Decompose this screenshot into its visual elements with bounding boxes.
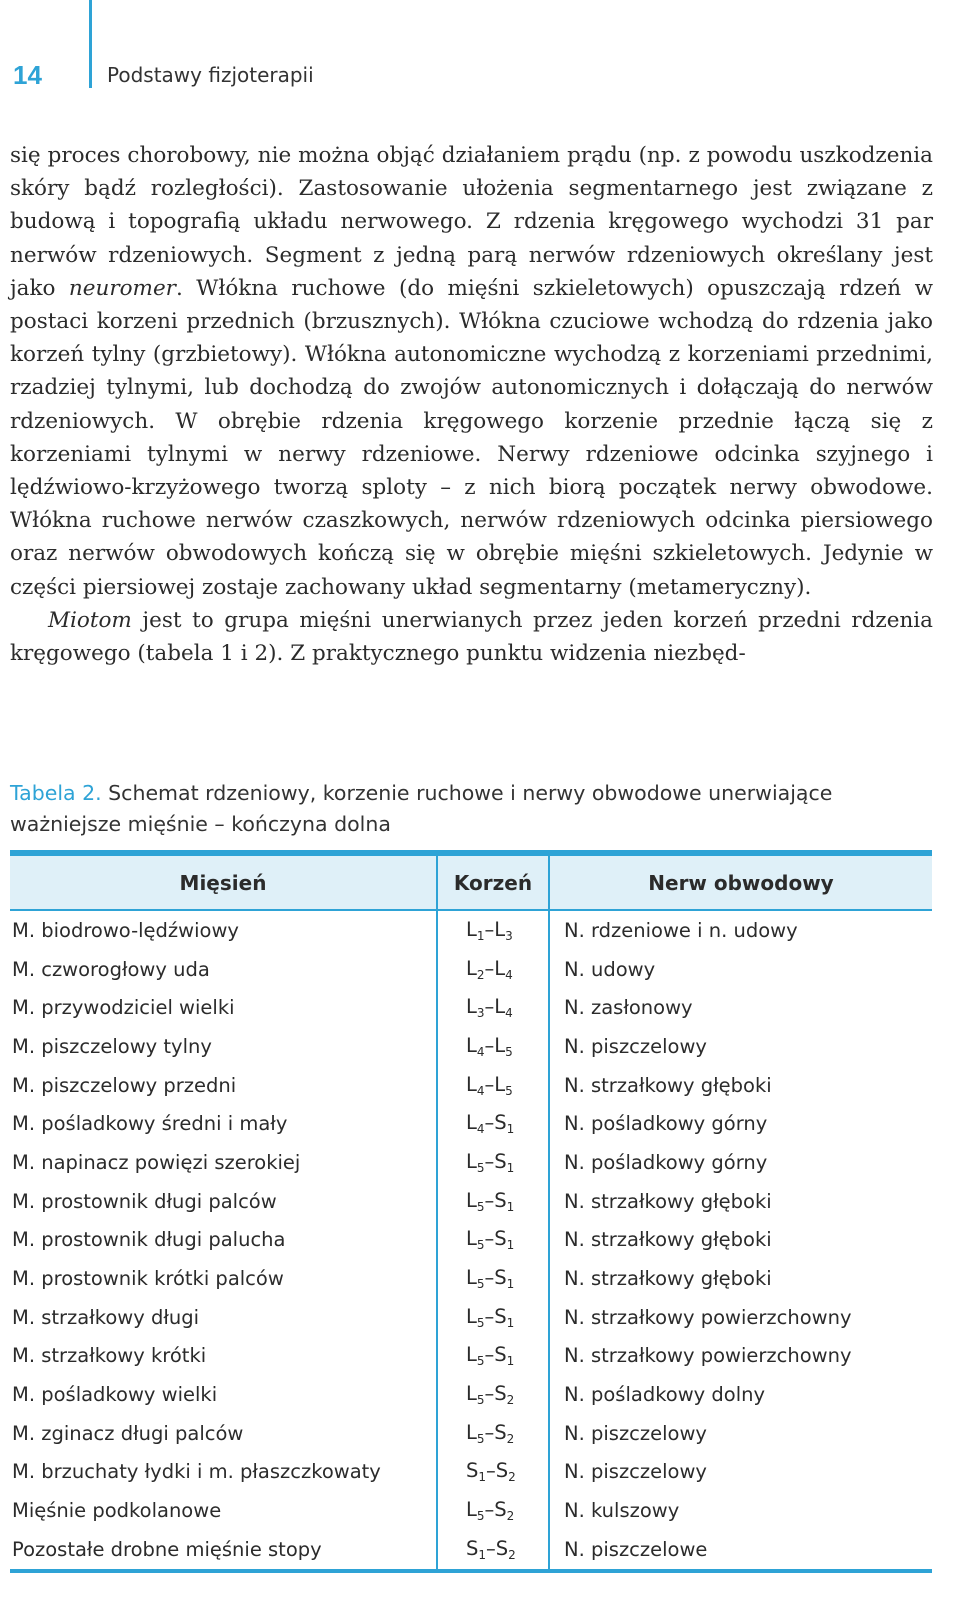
cell-root: $L_4-S_1$ [437,1104,549,1143]
cell-nerve: N. pośladkowy górny [564,1112,768,1136]
cell-nerve: N. pośladkowy dolny [564,1383,766,1407]
cell-muscle: M. prostownik krótki palców [12,1267,284,1291]
table-header-row [10,853,932,910]
cell-root: $L_3-L_4$ [437,988,549,1027]
paragraph-1: się proces chorobowy, nie można objąć działaniem prądu (np. z powodu uszkodzenia skóry bądź rozległości). Zastosowanie ułożenia segmentarnego jest związane z budową i topografią układu nerwowego. Z rdzenia kręgowego wychodzi 31 par nerwów rdzeniowych. Segment z jedną parą nerwów rdzeniowych określany jest jako neuromer. Włókna ruchowe (do mięśni szkieletowych) opuszczają rdzeń w postaci korzeni przednich (brzusznych). Włókna czuciowe wchodzą do rdzenia jako korzeń tylny (grzbietowy). Włókna autonomiczne wychodzą z korzeniami przednimi, rzadziej tylnymi, lub dochodzą do zwojów autonomicznych i dołączają do nerwów rdzeniowych. W obrębie rdzenia kręgowego korzenie przednie łączą się z korzeniami tylnymi w nerwy rdzeniowe. Nerwy rdzeniowe odcinka szyjnego i lędźwiowo-krzyżowego tworzą sploty – z nich biorą początek nerwy obwodowe. Włókna ruchowe nerwów czaszkowych, nerwów rdzeniowych odcinka piersiowego oraz nerwów obwodowych kończą się w obrębie mięśni szkieletowych. Jedynie w części piersiowej zostaje zachowany układ segmentarny (metameryczny). [10,143,934,600]
cell-nerve: N. piszczelowy [564,1460,707,1484]
cell-root: $L_1-L_3$ [437,910,549,950]
table-row [10,1027,932,1066]
table-row [10,1221,932,1260]
table-row [10,1182,932,1221]
cell-root: $L_5-S_1$ [437,1259,549,1298]
cell-root: $L_5-S_1$ [437,1143,549,1182]
table-row [10,1530,932,1571]
table-body [10,910,932,1571]
cell-root: $L_5-S_2$ [437,1414,549,1453]
cell-nerve: N. zasłonowy [564,996,693,1020]
cell-muscle: M. strzałkowy krótki [12,1344,207,1368]
cell-muscle: M. napinacz powięzi szerokiej [12,1150,301,1174]
table-row [10,950,932,989]
header-root: Korzeń [437,853,549,910]
term-miotom: Miotom [48,607,132,633]
table-row [10,1143,932,1182]
caption-text: Schemat rdzeniowy, korzenie ruchowe i nerwy obwodowe unerwiające ważniejsze mięśnie – kończyna dolna [10,781,833,836]
table-row [10,1104,932,1143]
header-muscle: Mięsień [10,853,437,910]
cell-muscle: M. zginacz długi palców [12,1421,244,1445]
header-divider [89,0,92,88]
caption-label: Tabela 2. [10,781,102,805]
cell-root: $S_1-S_2$ [437,1453,549,1492]
cell-nerve: N. piszczelowy [564,1421,707,1445]
table-row [10,1337,932,1376]
cell-root: $S_1-S_2$ [437,1530,549,1571]
header-nerve: Nerw obwodowy [549,853,932,910]
cell-nerve: N. strzałkowy głęboki [564,1073,772,1097]
cell-muscle: M. prostownik długi palucha [12,1228,286,1252]
table-row [10,1414,932,1453]
table-row [10,1375,932,1414]
cell-muscle: M. prostownik długi palców [12,1189,277,1213]
cell-root: $L_5-S_1$ [437,1298,549,1337]
cell-nerve: N. strzałkowy głęboki [564,1228,772,1252]
cell-muscle: Mięśnie podkolanowe [12,1499,222,1523]
table-row [10,1066,932,1105]
muscle-table [10,850,932,1573]
cell-root: $L_4-L_5$ [437,1027,549,1066]
cell-nerve: N. pośladkowy górny [564,1150,768,1174]
term-neuromer: neuromer [68,275,176,301]
table-row [10,1259,932,1298]
table-row [10,1453,932,1492]
running-title: Podstawy fizjoterapii [107,63,314,87]
cell-muscle: M. piszczelowy przedni [12,1073,237,1097]
cell-nerve: N. strzałkowy powierzchowny [564,1305,852,1329]
cell-muscle: M. biodrowo-lędźwiowy [12,918,239,942]
cell-muscle: M. strzałkowy długi [12,1305,200,1329]
cell-nerve: N. kulszowy [564,1499,680,1523]
cell-muscle: Pozostałe drobne mięśnie stopy [10,1530,437,1571]
cell-root: $L_5-S_2$ [437,1375,549,1414]
cell-nerve: N. piszczelowy [564,1034,707,1058]
table-row [10,910,932,950]
cell-nerve: N. strzałkowy głęboki [564,1189,772,1213]
cell-nerve: N. strzałkowy głęboki [564,1267,772,1291]
cell-muscle: M. przywodziciel wielki [12,996,235,1020]
cell-root: $L_5-S_2$ [437,1491,549,1530]
cell-root: $L_5-S_1$ [437,1337,549,1376]
cell-muscle: M. czworogłowy uda [12,957,210,981]
table-row [10,1491,932,1530]
cell-root: $L_5-S_1$ [437,1221,549,1260]
cell-nerve: N. rdzeniowe i n. udowy [564,918,798,942]
table-row [10,988,932,1027]
cell-nerve: N. strzałkowy powierzchowny [564,1344,852,1368]
cell-nerve: N. piszczelowe [549,1530,932,1571]
cell-root: $L_4-L_5$ [437,1066,549,1105]
body-text [10,139,933,670]
paragraph-2: Miotom jest to grupa mięśni unerwianych przez jeden korzeń przedni rdzenia kręgowego (tabela 1 i 2). Z praktycznego punktu widzenia niezbęd- [10,607,933,667]
page-number: 14 [13,60,42,90]
cell-nerve: N. udowy [564,957,656,981]
cell-muscle: M. pośladkowy wielki [12,1383,218,1407]
cell-root: $L_2-L_4$ [437,950,549,989]
cell-muscle: M. pośladkowy średni i mały [12,1112,288,1136]
cell-root: $L_5-S_1$ [437,1182,549,1221]
page-header [0,0,960,110]
table-caption [10,778,938,840]
cell-muscle: M. piszczelowy tylny [12,1034,212,1058]
cell-muscle: M. brzuchaty łydki i m. płaszczkowaty [12,1460,381,1484]
table-row [10,1298,932,1337]
